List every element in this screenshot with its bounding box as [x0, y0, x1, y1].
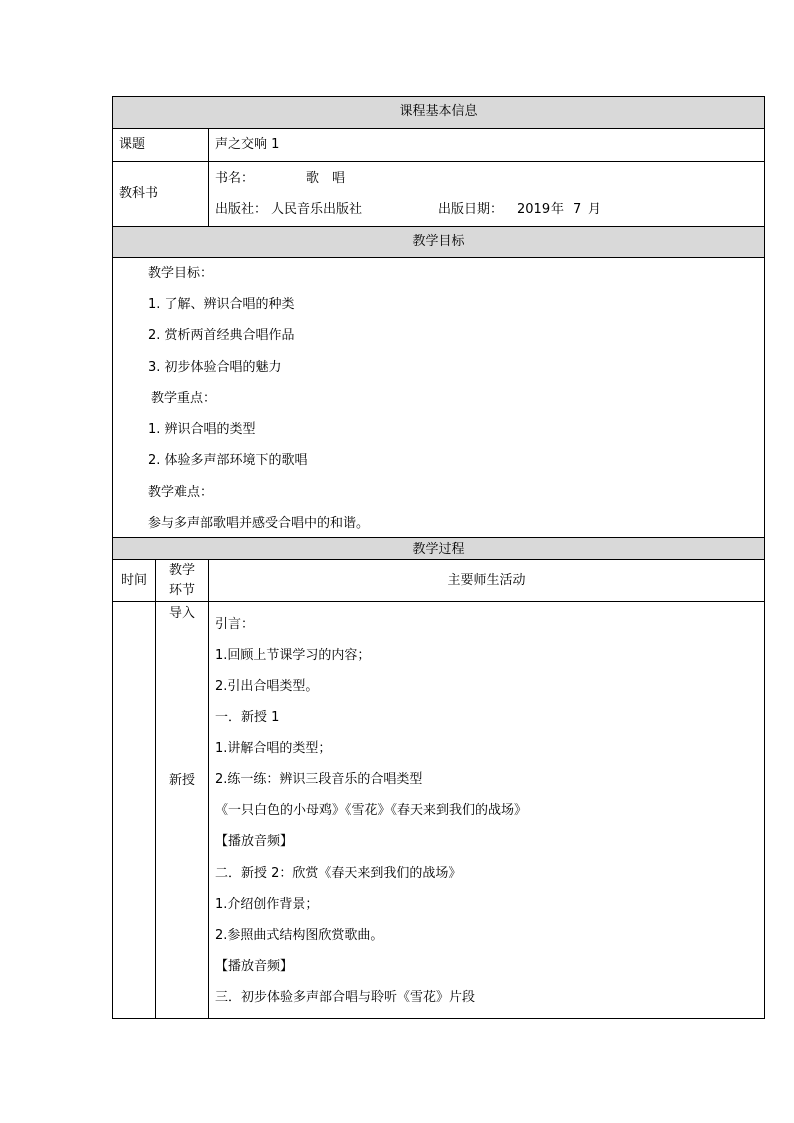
table-border — [112, 257, 765, 258]
goal-item: 1. 了解、辨识合唱的种类 — [148, 297, 295, 312]
publish-date-year: 2019 — [517, 202, 551, 217]
stage-new: 新授 — [168, 773, 195, 788]
activity-line: 二．新授 2：欣赏《春天来到我们的战场》 — [215, 866, 462, 881]
activity-line: 2.引出合唱类型。 — [215, 679, 319, 694]
objectives-header: 教学目标 — [412, 234, 465, 249]
publish-date-month: 7 — [573, 202, 582, 217]
table-border — [155, 559, 156, 1019]
key-point-item: 1. 辨识合唱的类型 — [148, 422, 256, 437]
process-header: 教学过程 — [412, 542, 465, 557]
publisher-value: 人民音乐出版社 — [271, 202, 363, 217]
topic-value: 声之交响 1 — [215, 137, 280, 152]
publisher-label: 出版社： — [215, 202, 268, 217]
key-point-item: 2. 体验多声部环境下的歌唱 — [148, 453, 308, 468]
table-border — [112, 161, 765, 162]
activity-line: 《一只白色的小母鸡》《雪花》《春天来到我们的战场》 — [215, 803, 528, 818]
activity-line: 【播放音频】 — [215, 834, 294, 849]
book-name-value: 歌 唱 — [306, 171, 346, 186]
difficulty-title: 教学难点： — [148, 485, 214, 500]
goal-item: 3. 初步体验合唱的魅力 — [148, 360, 282, 375]
activity-line: 2.练一练：辨识三段音乐的合唱类型 — [215, 772, 423, 787]
table-border — [208, 559, 209, 1019]
table-border — [112, 128, 765, 129]
col-activity-header: 主要师生活动 — [447, 573, 526, 588]
col-stage-header-line1: 教学 — [168, 563, 195, 578]
topic-label: 课题 — [119, 137, 146, 152]
publish-date-year-unit: 年 — [551, 202, 565, 217]
table-border — [112, 96, 765, 97]
activity-line: 2.参照曲式结构图欣赏歌曲。 — [215, 928, 384, 943]
course-info-header: 课程基本信息 — [399, 104, 478, 119]
activity-line: 1.回顾上节课学习的内容； — [215, 648, 371, 663]
stage-intro: 导入 — [168, 606, 195, 621]
publish-date-label: 出版日期： — [438, 202, 504, 217]
activity-line: 【播放音频】 — [215, 959, 294, 974]
difficulty-text: 参与多声部歌唱并感受合唱中的和谐。 — [148, 516, 370, 531]
goal-item: 2. 赏析两首经典合唱作品 — [148, 328, 295, 343]
col-time-header: 时间 — [120, 573, 147, 588]
activity-line: 一．新授 1 — [215, 710, 280, 725]
textbook-label: 教科书 — [119, 186, 159, 201]
activity-line: 1.介绍创作背景； — [215, 897, 319, 912]
activity-line: 三．初步体验多声部合唱与聆听《雪花》片段 — [215, 990, 476, 1005]
key-points-title: 教学重点： — [151, 391, 217, 406]
table-border — [112, 226, 765, 227]
book-name-label: 书名： — [215, 171, 255, 186]
activity-line: 引言： — [215, 617, 255, 632]
goal-title: 教学目标： — [148, 266, 214, 281]
table-border — [208, 128, 209, 226]
table-border — [112, 559, 765, 560]
table-border — [764, 96, 765, 1019]
table-border — [112, 1018, 765, 1019]
activity-line: 1.讲解合唱的类型； — [215, 741, 332, 756]
col-stage-header-line2: 环节 — [168, 583, 195, 598]
publish-date-month-unit: 月 — [588, 202, 602, 217]
table-border — [112, 537, 765, 538]
table-border — [112, 601, 765, 602]
